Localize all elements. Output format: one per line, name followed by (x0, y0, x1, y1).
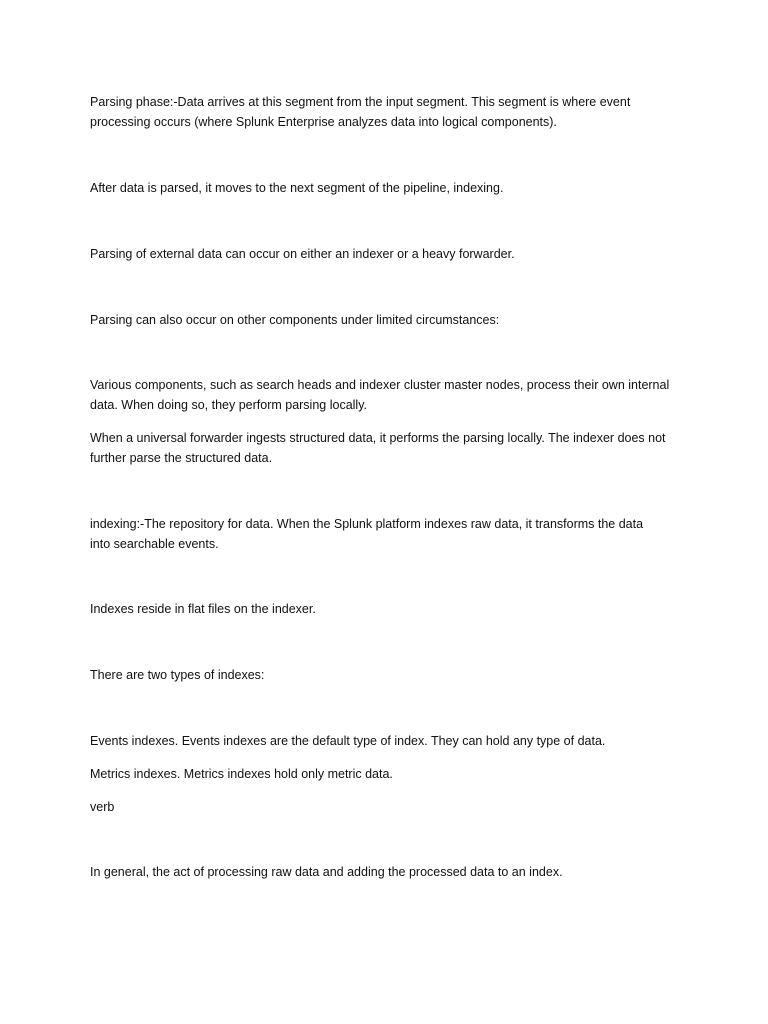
text-line: indexing:-The repository for data. When the Splunk platform indexes raw data, it transforms the data (90, 517, 644, 531)
text-line: verb (90, 800, 115, 814)
text-line: In general, the act of processing raw data and adding the processed data to an index. (90, 865, 563, 879)
text-line: further parse the structured data. (90, 451, 273, 465)
paragraph-universal-forwarder (90, 428, 690, 468)
text-line: There are two types of indexes: (90, 668, 265, 682)
paragraph-various-components (90, 375, 690, 415)
text-line: Metrics indexes. Metrics indexes hold only metric data. (90, 767, 393, 781)
paragraph-verb (90, 797, 690, 817)
paragraph-flat-files (90, 599, 690, 619)
paragraph-parsing-phase (90, 92, 690, 132)
paragraph-other-components (90, 310, 690, 330)
text-line: Various components, such as search heads and indexer cluster master nodes, process their own internal (90, 378, 670, 392)
paragraph-index-types (90, 665, 690, 685)
paragraph-general-definition (90, 862, 690, 882)
text-line: Events indexes. Events indexes are the default type of index. They can hold any type of data. (90, 734, 606, 748)
text-line: Parsing phase:-Data arrives at this segment from the input segment. This segment is where event (90, 95, 631, 109)
text-line: Indexes reside in flat files on the indexer. (90, 602, 316, 616)
text-line: Parsing of external data can occur on either an indexer or a heavy forwarder. (90, 247, 515, 261)
text-line: Parsing can also occur on other components under limited circumstances: (90, 313, 500, 327)
text-line: processing occurs (where Splunk Enterprise analyzes data into logical components). (90, 115, 557, 129)
text-line: When a universal forwarder ingests structured data, it performs the parsing locally. The indexer does not (90, 431, 666, 445)
text-line: After data is parsed, it moves to the next segment of the pipeline, indexing. (90, 181, 504, 195)
text-line: data. When doing so, they perform parsing locally. (90, 398, 367, 412)
text-line: into searchable events. (90, 537, 219, 551)
paragraph-events-indexes (90, 731, 690, 751)
paragraph-metrics-indexes (90, 764, 690, 784)
paragraph-external-parsing (90, 244, 690, 264)
paragraph-after-parsing (90, 178, 690, 198)
paragraph-indexing (90, 514, 690, 554)
